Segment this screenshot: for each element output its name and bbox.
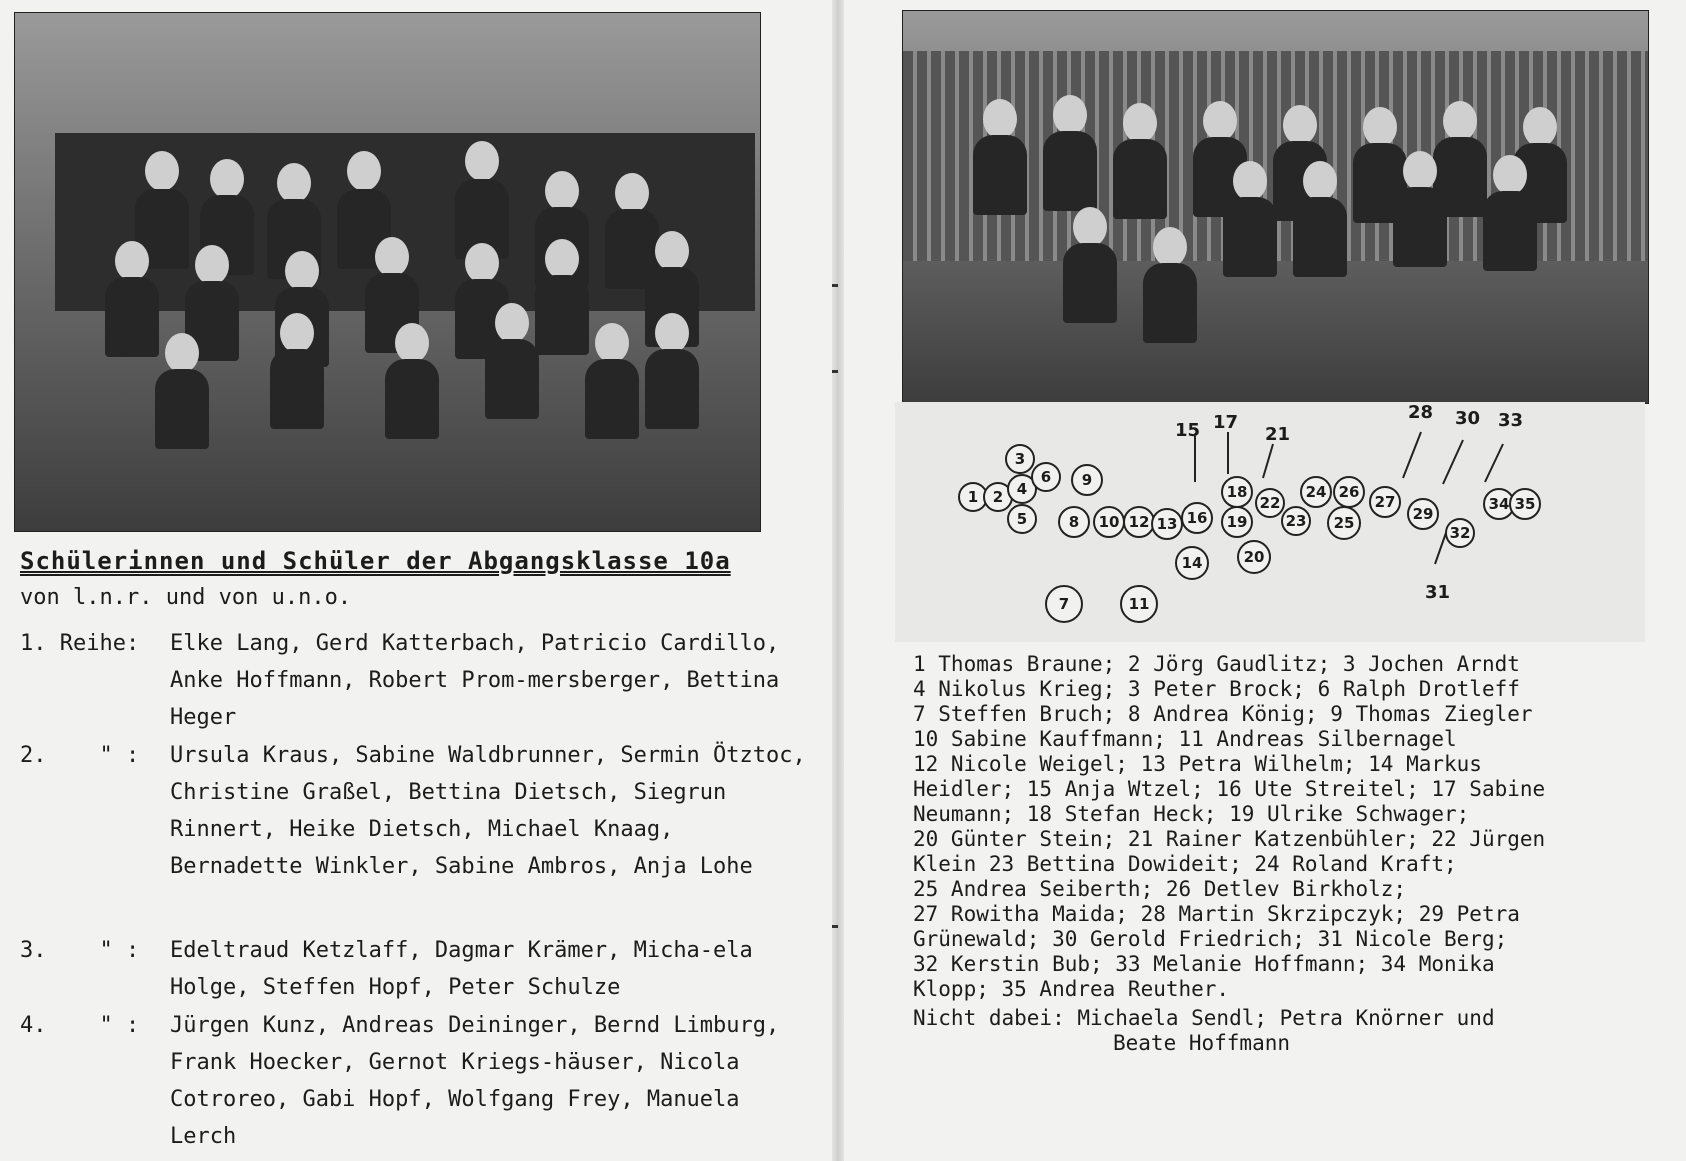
callout-label: 17 (1213, 412, 1239, 433)
name-legend (913, 652, 1683, 1002)
seat-number: 23 (1281, 506, 1311, 536)
callout-label: 21 (1265, 424, 1291, 445)
seat-number: 4 (1007, 474, 1037, 504)
seat-number: 11 (1120, 585, 1158, 623)
callout-label: 31 (1425, 582, 1451, 603)
legend-line: 32 Kerstin Bub; 33 Melanie Hoffmann; 34 Monika (913, 952, 1495, 976)
seat-number: 8 (1058, 506, 1090, 538)
absent-note (913, 1006, 1495, 1056)
seat-number: 10 (1093, 506, 1125, 538)
row-label: 1. Reihe: (20, 631, 140, 656)
legend-line: Grünewald; 30 Gerold Friedrich; 31 Nicole Berg; (913, 927, 1508, 951)
legend-line: 4 Nikolus Krieg; 3 Peter Brock; 6 Ralph Drotleff (913, 677, 1520, 701)
seat-number: 1 (958, 482, 988, 512)
seat-number: 25 (1327, 506, 1361, 540)
legend-line: Klein 23 Bettina Dowideit; 24 Roland Kraft; (913, 852, 1457, 876)
seat-number: 14 (1175, 546, 1209, 580)
seat-number: 3 (1005, 444, 1035, 474)
gutter-mark (832, 925, 838, 928)
row-label: 3. " : (20, 938, 140, 963)
seat-number: 5 (1007, 504, 1037, 534)
row-names: Elke Lang, Gerd Katterbach, Patricio Cardillo, Anke Hoffmann, Robert Prom-mersberger, Bettina Heger (170, 631, 780, 730)
caption-subtitle: von l.n.r. und von u.n.o. (20, 585, 352, 610)
legend-line: Heidler; 15 Anja Wtzel; 16 Ute Streitel; 17 Sabine (913, 777, 1546, 801)
legend-line: Klopp; 35 Andrea Reuther. (913, 977, 1230, 1001)
row-names: Edeltraud Ketzlaff, Dagmar Krämer, Micha-ela Holge, Steffen Hopf, Peter Schulze (170, 938, 753, 1000)
seat-number: 6 (1031, 462, 1061, 492)
seat-number: 7 (1045, 585, 1083, 623)
seating-diagram (895, 402, 1645, 642)
gutter-mark (832, 284, 838, 287)
legend-line: 10 Sabine Kauffmann; 11 Andreas Silbernagel (913, 727, 1457, 751)
class-10b-photo (902, 10, 1649, 404)
seat-number: 26 (1333, 476, 1365, 508)
callout-label: 30 (1455, 408, 1481, 429)
seat-number: 2 (983, 482, 1013, 512)
seat-number: 20 (1237, 540, 1271, 574)
callout-label: 28 (1408, 402, 1434, 423)
gutter-mark (832, 370, 838, 373)
callout-label: 15 (1175, 420, 1201, 441)
seat-number: 27 (1369, 486, 1401, 518)
legend-line: 20 Günter Stein; 21 Rainer Katzenbühler; 22 Jürgen (913, 827, 1546, 851)
callout-label: 33 (1498, 410, 1524, 431)
absent-line: Beate Hoffmann (1113, 1031, 1291, 1055)
legend-line: 7 Steffen Bruch; 8 Andrea König; 9 Thomas Ziegler (913, 702, 1533, 726)
class-10a-photo (14, 12, 761, 532)
seat-number: 16 (1181, 502, 1213, 534)
absent-line: Nicht dabei: Michaela Sendl; Petra Knörner und (913, 1006, 1495, 1030)
seat-number: 13 (1151, 508, 1183, 540)
seat-number: 35 (1509, 488, 1541, 520)
row-names: Ursula Kraus, Sabine Waldbrunner, Sermin Ötztoc, Christine Graßel, Bettina Dietsch, Siegrun Rinnert, Heike Dietsch, Michael Knaag, Bernadette Winkler, Sabine Ambros, Anja Lohe (170, 743, 806, 879)
seat-number: 34 (1483, 488, 1515, 520)
seat-number: 12 (1123, 506, 1155, 538)
legend-line: Neumann; 18 Stefan Heck; 19 Ulrike Schwager; (913, 802, 1470, 826)
seat-number: 24 (1300, 476, 1332, 508)
seat-number: 32 (1445, 518, 1475, 548)
row-names: Jürgen Kunz, Andreas Deininger, Bernd Limburg, Frank Hoecker, Gernot Kriegs-häuser, Nicola Cotroreo, Gabi Hopf, Wolfgang Frey, Manuela Lerch (170, 1013, 780, 1149)
caption-title: Schülerinnen und Schüler der Abgangsklasse 10a (20, 547, 731, 575)
legend-line: 25 Andrea Seiberth; 26 Detlev Birkholz; (913, 877, 1407, 901)
seat-number: 22 (1255, 488, 1285, 518)
legend-line: 27 Rowitha Maida; 28 Martin Skrzipczyk; 29 Petra (913, 902, 1520, 926)
page-gutter (832, 0, 844, 1161)
seat-number: 19 (1221, 506, 1253, 538)
seat-number: 29 (1407, 498, 1439, 530)
seat-number: 9 (1071, 464, 1103, 496)
row-label: 2. " : (20, 743, 140, 768)
row-label: 4. " : (20, 1013, 140, 1038)
legend-line: 12 Nicole Weigel; 13 Petra Wilhelm; 14 Markus (913, 752, 1482, 776)
legend-line: 1 Thomas Braune; 2 Jörg Gaudlitz; 3 Jochen Arndt (913, 652, 1520, 676)
seat-number: 18 (1221, 476, 1253, 508)
